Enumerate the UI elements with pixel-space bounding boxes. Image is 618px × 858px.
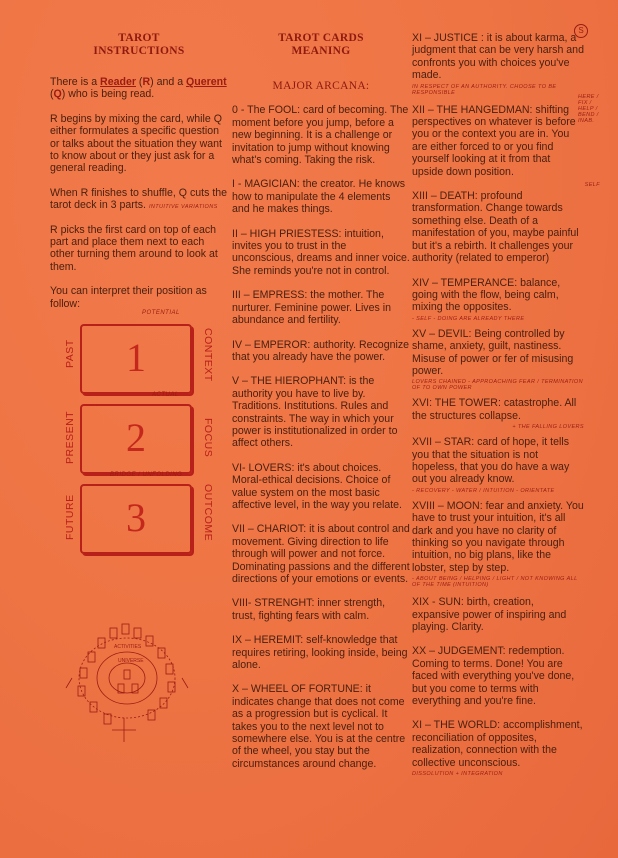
- arcana-item-4: IV – EMPEROR: authority. Recognize that you already have the power.: [232, 338, 410, 363]
- querent-term: Querent: [186, 76, 227, 88]
- arcana-item-8: VIII- STRENGHT: inner strength, trust, fighting fears with calm.: [232, 597, 386, 622]
- instructions-title-line1: TAROT: [118, 32, 160, 44]
- arcana-item-20: XX – JUDGEMENT: redemption. Coming to terms. Done! You are faced with everything you've done, but you come to terms with everything and you're fine.: [412, 645, 575, 708]
- note-actual: ACTUAL: [152, 392, 179, 398]
- arcana-item-21: XI – THE WORLD: accomplishment, reconciliation of opposites, realization, connection with the collective unconscious.: [412, 719, 583, 769]
- note-devil: LOVERS CHAINED - APPROACHING FEAR / TERMINATION OF TO OWN POWER: [412, 379, 583, 392]
- meaning-title: [232, 32, 410, 58]
- three-card-spread: [50, 310, 230, 558]
- card-slot-3: [80, 484, 192, 554]
- arcana-item-16: XVI: THE TOWER: catastrophe. All the structures collapse.: [412, 397, 577, 422]
- note-death: SELF: [584, 182, 600, 188]
- circled-s-mark: S: [574, 24, 588, 38]
- label-focus: FOCUS: [202, 418, 214, 458]
- instructions-p5: You can interpret their position as follow:: [50, 285, 207, 310]
- label-context: CONTEXT: [202, 328, 214, 382]
- card-number-2: 2: [126, 415, 146, 460]
- p1-text-e: ) who is being read.: [61, 88, 155, 101]
- arcana-item-1: I - MAGICIAN: the creator. He knows how to manipulate the 4 elements and he makes things.: [232, 178, 406, 216]
- p3-handwritten-note: INTUITIVE VARIATIONS: [148, 204, 218, 211]
- handdrawn-spread-sketch: [52, 618, 202, 748]
- note-world: DISSOLUTION + INTEGRATION: [412, 771, 503, 778]
- arcana-item-14: XIV – TEMPERANCE: balance, going with the flow, being calm, mixing the opposites.: [412, 276, 561, 314]
- arcana-item-6: VI- LOVERS: it's about choices. Moral-ethical decisions. Choice of value system on the most basic affective level, in the way you relate.: [232, 461, 402, 511]
- reader-term: Reader: [100, 76, 136, 88]
- arcana-item-17: XVII – STAR: card of hope, it tells you that the situation is not hopeless, that you do have a way out you already know.: [412, 436, 570, 486]
- card-number-1: 1: [126, 335, 146, 380]
- p1-text-a: There is a: [50, 76, 101, 88]
- meaning-title-line1: TAROT CARDS: [278, 32, 364, 44]
- arcana-item-11: XI – JUSTICE : it is about karma, a judgment that can be very harsh and confronts you with choices you've made.: [412, 32, 584, 82]
- spread-sketch-drawing: [52, 618, 202, 748]
- arcana-item-13: XIII – DEATH: profound transformation. Change towards something else. Death of a manifestation of you, maybe painful but it's a rebirth. It challenges your authority (related to emperor): [412, 190, 579, 265]
- p1-text-b: (: [135, 76, 143, 88]
- arcana-item-12: XII – THE HANGEDMAN: shifting perspectives on whatever is before you or the context you are in. You are either forced to or you find yourself looking at it from that upside down position.: [412, 103, 576, 178]
- label-future: FUTURE: [64, 494, 76, 540]
- meaning-title-line2: MEANING: [291, 45, 351, 57]
- sketch-label-activities: ACTIVITIES: [114, 644, 142, 650]
- meaning-column: [232, 32, 410, 782]
- card-slot-1: [80, 324, 192, 394]
- note-tower: + THE FALLING LOVERS: [512, 424, 584, 431]
- arcana-item-3: III – EMPRESS: the mother. The nurturer. Feminine power. Lives in abundance and fertility.: [232, 289, 391, 327]
- arcana-item-10: X – WHEEL OF FORTUNE: it indicates change that does not come as a progression but is cyclical. It takes you to the next level not to somewhere else. You is at the centre of the wheel, you stay but the circumstances around change.: [232, 683, 406, 770]
- instructions-title-line2: INSTRUCTIONS: [93, 45, 185, 57]
- instructions-p4: R picks the first card on top of each part and place them next to each other turning them around to look at them.: [50, 223, 218, 273]
- arcana-item-18: XVIII – MOON: fear and anxiety. You have to trust your intuition, it's all dark and you have no clarity of thinking so you navigate through intuition, no big plans, like the lobster, step by step.: [412, 499, 584, 574]
- note-temperance: - SELF - DOING ARE ALREADY THERE: [412, 315, 525, 322]
- arcana-item-2: II – HIGH PRIESTESS: intuition, invites you to trust in the unconscious, dreams and inner voice. She reminds you're not in control.: [232, 227, 410, 277]
- note-star: - RECOVERY - WATER / INTUITION - ORIENTATE: [412, 487, 555, 494]
- r-letter: R: [142, 76, 151, 88]
- instructions-title: [50, 32, 228, 58]
- arcana-item-5: V – THE HIEROPHANT: is the authority you have to live by. Traditions. Institutions. Rules and constraints. The way in which your power is institutionalized in order to affect others.: [232, 375, 398, 450]
- p3-text: When R finishes to shuffle, Q cuts the tarot deck in 3 parts.: [50, 186, 228, 212]
- arcana-item-19: XIX - SUN: birth, creation, expansive power of inspiring and playing. Clarity.: [412, 596, 567, 634]
- instructions-p3: [50, 187, 228, 212]
- note-potential: POTENTIAL: [142, 310, 180, 316]
- instructions-column: [50, 32, 228, 322]
- arcana-item-15: XV – DEVIL: Being controlled by shame, anxiety, guilt, nastiness. Misuse of power or fer of misusing power.: [412, 327, 574, 377]
- note-moon: - ABOUT BEING / HELPING / LIGHT / NOT KNOWING ALL OF THE TIME (INTUITION): [412, 576, 578, 589]
- label-outcome: OUTCOME: [202, 484, 214, 542]
- major-arcana-subtitle: MAJOR ARCANA:: [272, 80, 370, 92]
- meaning-continued-column: [412, 26, 600, 778]
- note-bridge: BRIDGE / UNFOLDING: [110, 472, 183, 478]
- arcana-item-0: 0 - The FOOL: card of becoming. The moment before you jump, before a new beginning. It is a challenge or invitation to jump without knowing what's coming. Taking the risk.: [232, 104, 409, 167]
- arcana-item-7: VII – CHARIOT: it is about control and movement. Giving direction to life through will power and not force. Dominating passions and the different directions of your emotions or events.: [232, 523, 410, 585]
- q-letter: Q: [53, 88, 62, 101]
- sketch-label-universe: UNIVERSE: [118, 658, 144, 664]
- instructions-p1: [50, 76, 228, 101]
- card-slot-2: [80, 404, 192, 474]
- p1-text-d: (: [50, 88, 54, 101]
- label-past: PAST: [64, 339, 76, 368]
- p1-text-c: ) and a: [150, 76, 187, 88]
- arcana-item-9: IX – HEREMIT: self-knowledge that requires retiring, looking inside, being alone.: [232, 634, 408, 672]
- note-hangedman: HERE / FIX / HELP / BEND / INAB.: [578, 94, 599, 124]
- label-present: PRESENT: [64, 410, 76, 464]
- instructions-p2: R begins by mixing the card, while Q either formulates a specific question or talks about the situation they want to know about or they just ask for a general reading.: [50, 112, 222, 175]
- note-justice: IN RESPECT OF AN AUTHORITY. CHOOSE TO BE RESPONSIBLE: [412, 83, 557, 96]
- card-number-3: 3: [126, 495, 146, 540]
